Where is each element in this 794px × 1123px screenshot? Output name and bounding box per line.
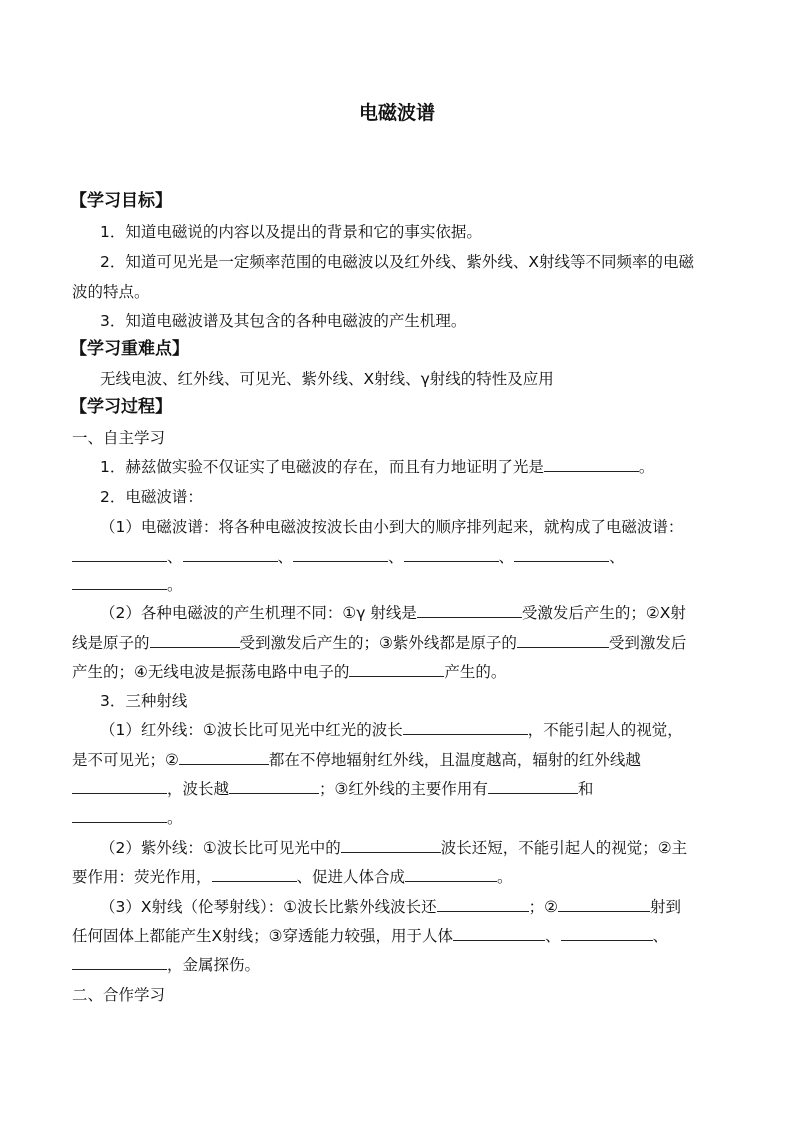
text: （1）红外线：①波长比可见光中红光的波长 (100, 721, 403, 739)
text: 射到 (650, 898, 682, 916)
answer-blank[interactable] (72, 575, 167, 590)
punctuation: 。 (497, 868, 513, 886)
text: 要作用：荧光作用， (72, 868, 212, 886)
part-2-heading: 二、合作学习 (72, 986, 166, 1004)
part-1-heading: 一、自主学习 (72, 429, 166, 447)
punctuation: 、 (652, 927, 669, 945)
objectives-heading: 【学习目标】 (70, 191, 172, 211)
question-3-2-line1 (100, 838, 687, 858)
spectrum-blanks-row-2 (72, 575, 183, 595)
process-heading: 【学习过程】 (70, 397, 172, 417)
objective-2-line1: 2．知道可见光是一定频率范围的电磁波以及红外线、紫外线、X射线等不同频率的电磁 (100, 253, 694, 271)
text: 产生的。 (444, 663, 507, 681)
text: 、促进人体合成 (296, 868, 406, 886)
answer-blank[interactable] (544, 457, 639, 472)
text: 受激发后产生的；②X射 (521, 604, 686, 622)
answer-blank[interactable] (150, 633, 240, 648)
answer-blank[interactable] (72, 547, 167, 562)
answer-blank[interactable] (488, 779, 578, 794)
answer-blank[interactable] (453, 926, 545, 941)
question-3-1-line2 (72, 750, 641, 770)
answer-blank[interactable] (179, 750, 269, 765)
question-3-1-line3 (72, 779, 593, 799)
text: 波长还短，不能引起人的视觉；②主 (440, 839, 688, 857)
punctuation: 、 (545, 927, 561, 945)
text: ；③红外线的主要作用有 (319, 780, 488, 798)
answer-blank[interactable] (561, 926, 653, 941)
text: （2）各种电磁波的产生机理不同：①γ 射线是 (100, 604, 417, 622)
text: （2）紫外线：①波长比可见光中的 (100, 839, 341, 857)
answer-blank[interactable] (517, 633, 609, 648)
answer-blank[interactable] (558, 897, 650, 912)
answer-blank[interactable] (72, 955, 167, 970)
answer-blank[interactable] (417, 603, 522, 618)
question-1 (100, 457, 654, 477)
question-2-2-line1 (100, 603, 686, 623)
question-3: 3．三种射线 (100, 692, 188, 710)
question-3-3-line2 (72, 926, 668, 946)
text: ，金属探伤。 (167, 956, 261, 974)
text: 线是原子的 (72, 634, 150, 652)
answer-blank[interactable] (183, 547, 278, 562)
text: ，不能引起人的视觉， (527, 721, 683, 739)
question-3-1-line1 (100, 720, 683, 740)
answer-blank[interactable] (72, 808, 167, 823)
text: （3）X射线（伦琴射线）：①波长比紫外线波长还 (100, 898, 437, 916)
text: 和 (577, 780, 594, 798)
text: ，波长越 (167, 780, 230, 798)
answer-blank[interactable] (212, 867, 297, 882)
punctuation: 、 (388, 548, 404, 566)
answer-blank[interactable] (229, 779, 319, 794)
question-3-3-line3 (72, 955, 260, 975)
punctuation: 、 (277, 548, 294, 566)
answer-blank[interactable] (349, 662, 444, 677)
answer-blank[interactable] (403, 720, 528, 735)
answer-blank[interactable] (437, 897, 529, 912)
answer-blank[interactable] (341, 838, 441, 853)
objective-2-line2: 波的特点。 (72, 283, 150, 301)
question-3-2-line2 (72, 867, 513, 887)
text: 受到激发后 (608, 634, 687, 652)
punctuation: 、 (167, 548, 183, 566)
question-1-text: 1．赫兹做实验不仅证实了电磁波的存在，而且有力地证明了光是 (100, 458, 544, 476)
question-2-2-line3 (72, 662, 506, 682)
punctuation: 。 (167, 576, 183, 594)
answer-blank[interactable] (405, 867, 497, 882)
punctuation: 、 (498, 548, 515, 566)
keypoints-text: 无线电波、红外线、可见光、紫外线、X射线、γ射线的特性及应用 (100, 370, 554, 388)
question-2-1: （1）电磁波谱：将各种电磁波按波长由小到大的顺序排列起来，就构成了电磁波谱： (100, 518, 684, 536)
answer-blank[interactable] (404, 547, 499, 562)
punctuation: 。 (167, 809, 183, 827)
text: 都在不停地辐射红外线，且温度越高，辐射的红外线越 (268, 751, 641, 769)
answer-blank[interactable] (293, 547, 388, 562)
punctuation: 、 (609, 548, 625, 566)
question-2-2-line2 (72, 633, 686, 653)
text: 是不可见光；② (72, 751, 179, 769)
question-2: 2．电磁波谱： (100, 488, 203, 506)
answer-blank[interactable] (514, 547, 609, 562)
question-3-3-line1 (100, 897, 681, 917)
page-title: 电磁波谱 (358, 102, 435, 124)
answer-blank[interactable] (72, 779, 167, 794)
objective-3: 3．知道电磁波谱及其包含的各种电磁波的产生机理。 (100, 312, 467, 330)
question-3-1-line4 (72, 808, 183, 828)
text: 任何固体上都能产生X射线；③穿透能力较强，用于人体 (72, 927, 454, 945)
text: ；② (528, 898, 559, 916)
punctuation: 。 (638, 458, 655, 476)
spectrum-blanks-row (72, 547, 625, 567)
objective-1: 1．知道电磁说的内容以及提出的背景和它的事实依据。 (100, 223, 482, 241)
keypoints-heading: 【学习重难点】 (70, 339, 189, 359)
text: 受到激发后产生的；③紫外线都是原子的 (239, 634, 517, 652)
text: 产生的；④无线电波是振荡电路中电子的 (72, 663, 350, 681)
